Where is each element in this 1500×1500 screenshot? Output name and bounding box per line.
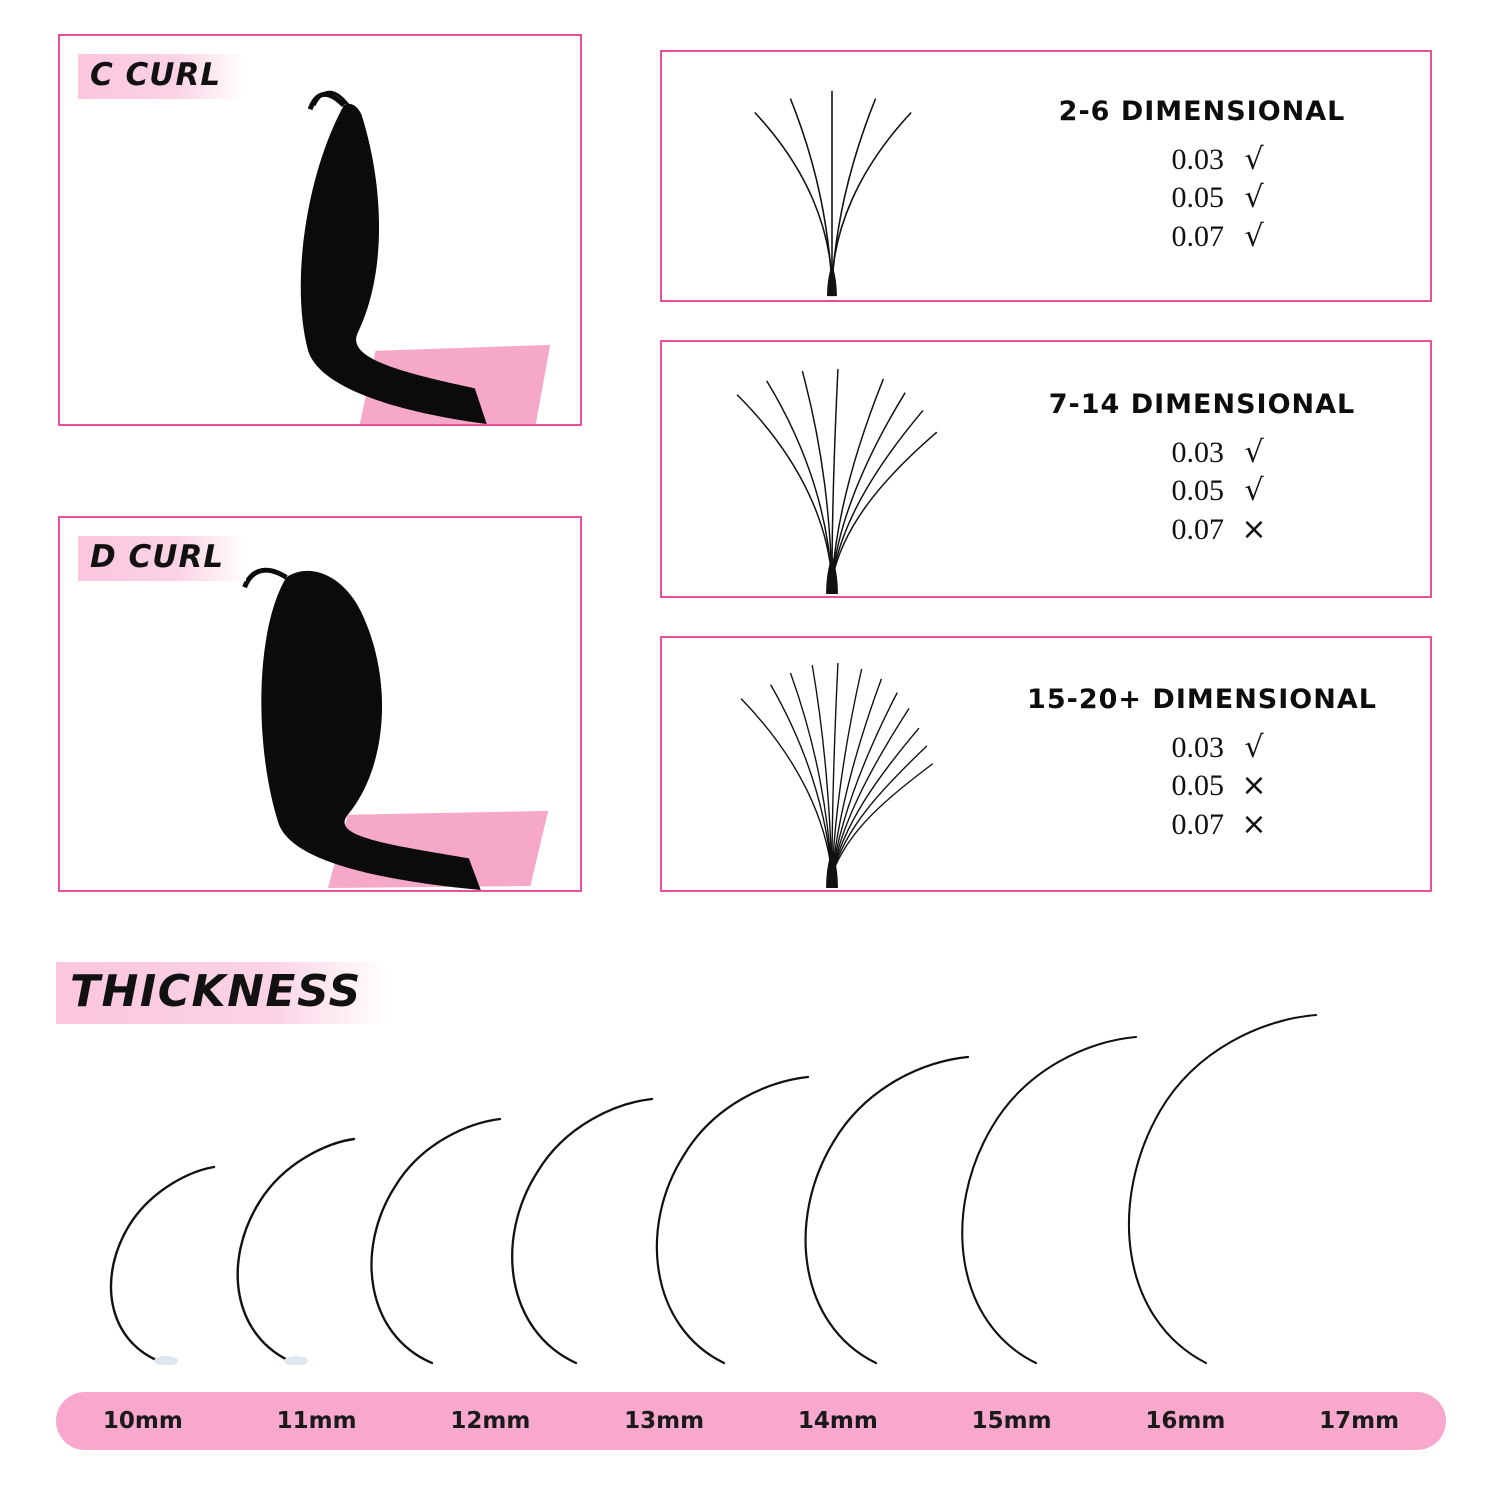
availability-row — [1120, 218, 1284, 256]
fan-illustration-15-20 — [662, 638, 1002, 890]
thickness-section-label: THICKNESS — [56, 962, 388, 1024]
length-label: 15mm — [971, 1408, 1052, 1434]
availability-mark: × — [1241, 768, 1267, 804]
availability-row — [1120, 511, 1284, 549]
availability-mark: × — [1241, 511, 1267, 547]
length-label: 10mm — [102, 1408, 183, 1434]
length-label: 13mm — [624, 1408, 705, 1434]
availability-row — [1120, 472, 1284, 510]
curl-label-c: C CURL — [78, 54, 243, 99]
dimensional-panel-7-14 — [660, 340, 1432, 598]
availability-mark: √ — [1244, 218, 1264, 254]
availability-mark: √ — [1244, 473, 1264, 509]
curl-panel-d — [58, 516, 582, 892]
curl-panel-c — [58, 34, 582, 426]
availability-row — [1120, 729, 1284, 767]
length-label: 17mm — [1319, 1408, 1400, 1434]
thickness-value: 0.03 — [1171, 142, 1224, 176]
thickness-value: 0.05 — [1171, 474, 1224, 508]
length-label: 14mm — [797, 1408, 878, 1434]
thickness-value: 0.03 — [1171, 730, 1224, 764]
thickness-value: 0.05 — [1171, 181, 1224, 215]
thickness-availability-list — [1120, 729, 1284, 844]
fan-illustration-7-14 — [662, 342, 1002, 596]
thickness-value: 0.05 — [1171, 769, 1224, 803]
thickness-value: 0.07 — [1171, 807, 1224, 841]
dimensional-panel-2-6 — [660, 50, 1432, 302]
dimensional-panel-15-20 — [660, 636, 1432, 892]
dimensional-title: 2-6 DIMENSIONAL — [1058, 95, 1346, 127]
curl-label-d: D CURL — [78, 536, 246, 581]
availability-mark: × — [1241, 806, 1267, 842]
availability-mark: √ — [1244, 729, 1264, 765]
lash-length-illustrations — [56, 1010, 1446, 1365]
length-label: 16mm — [1145, 1408, 1226, 1434]
dimensional-info-7-14 — [1002, 389, 1430, 549]
thickness-value: 0.07 — [1171, 219, 1224, 253]
dimensional-info-2-6 — [1002, 96, 1430, 256]
dimensional-info-15-20 — [1002, 684, 1430, 844]
fan-illustration-2-6 — [662, 52, 1002, 300]
availability-mark: √ — [1244, 180, 1264, 216]
length-label: 11mm — [276, 1408, 357, 1434]
length-label: 12mm — [450, 1408, 531, 1434]
availability-row — [1120, 434, 1284, 472]
availability-row — [1120, 141, 1284, 179]
thickness-value: 0.03 — [1171, 435, 1224, 469]
dimensional-title: 15-20+ DIMENSIONAL — [1027, 683, 1377, 715]
availability-row — [1120, 806, 1284, 844]
thickness-availability-list — [1120, 434, 1284, 549]
thickness-availability-list — [1120, 141, 1284, 256]
lash-length-scale-bar — [56, 1392, 1446, 1450]
lash-illustration — [1102, 1013, 1334, 1365]
dimensional-title: 7-14 DIMENSIONAL — [1048, 388, 1356, 420]
thickness-value: 0.07 — [1171, 512, 1224, 546]
availability-row — [1120, 179, 1284, 217]
availability-mark: √ — [1244, 141, 1264, 177]
availability-row — [1120, 767, 1284, 805]
availability-mark: √ — [1244, 434, 1264, 470]
